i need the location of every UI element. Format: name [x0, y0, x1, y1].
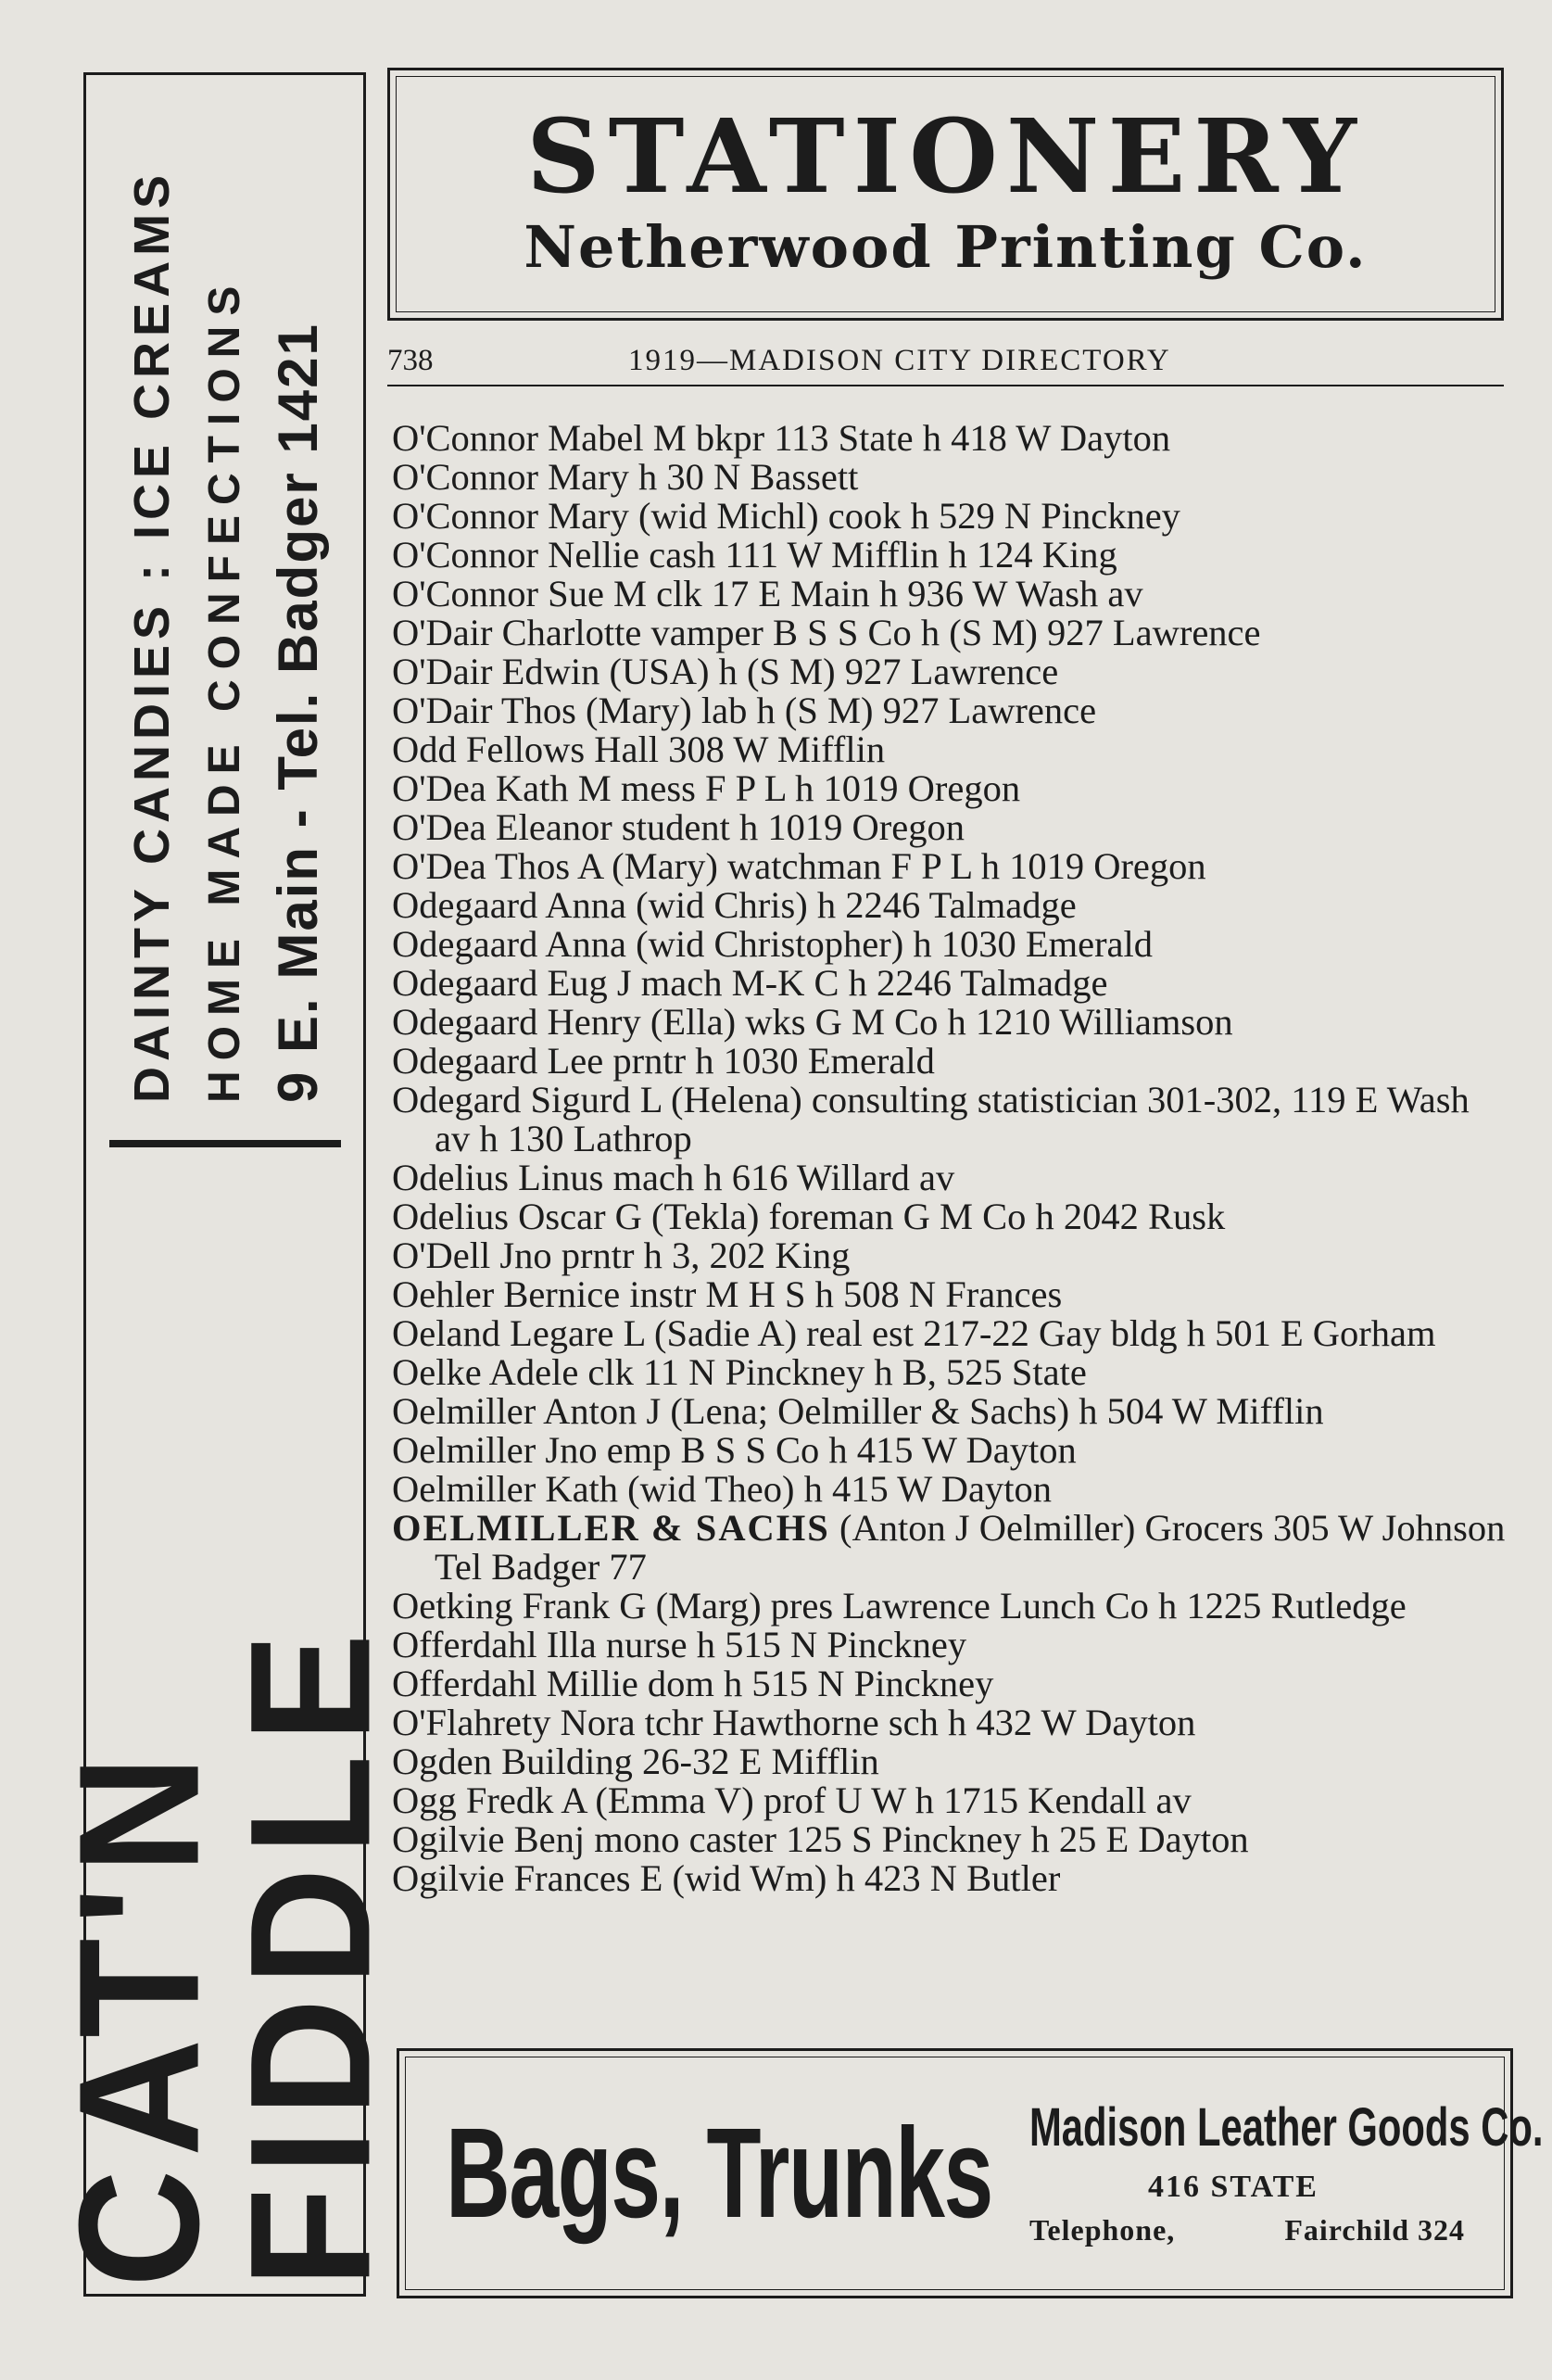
- entry-text: Ogden Building 26-32 E Mifflin: [392, 1741, 879, 1782]
- directory-entry: [392, 652, 1513, 691]
- entry-text: Odegaard Anna (wid Christopher) h 1030 Emerald: [392, 923, 1154, 965]
- entry-text: O'Connor Mary (wid Michl) cook h 529 N Pinckney: [392, 495, 1180, 537]
- page-number: 738: [387, 344, 434, 377]
- directory-entry: [392, 1275, 1513, 1314]
- entry-text: O'Dea Thos A (Mary) watchman F P L h 1019 Oregon: [392, 845, 1206, 887]
- entry-text: Offerdahl Illa nurse h 515 N Pinckney: [392, 1624, 967, 1665]
- directory-entry: [392, 1392, 1513, 1431]
- entry-text: O'Dair Charlotte vamper B S S Co h (S M) 927 Lawrence: [392, 612, 1261, 653]
- running-header: [387, 338, 1504, 386]
- entry-text: Odegaard Anna (wid Chris) h 2246 Talmadge: [392, 884, 1077, 926]
- directory-entry: [392, 614, 1513, 652]
- directory-entry: [392, 1470, 1513, 1509]
- entry-text: O'Flahrety Nora tchr Hawthorne sch h 432 W Dayton: [392, 1702, 1196, 1743]
- directory-entry: [392, 1820, 1513, 1859]
- entry-text: Odelius Linus mach h 616 Willard av: [392, 1157, 955, 1198]
- directory-entry: [392, 419, 1513, 458]
- directory-entry: [392, 1703, 1513, 1742]
- side-ad-brand: CAT'N FIDDLE: [44, 1620, 406, 2287]
- bottom-ad-tel-label: Telephone,: [1029, 2213, 1176, 2247]
- directory-entry: [392, 847, 1513, 886]
- directory-entry: [392, 1003, 1513, 1042]
- entry-text: Oelke Adele clk 11 N Pinckney h B, 525 State: [392, 1351, 1087, 1393]
- bottom-ad-company: Madison Leather Goods Co.: [1029, 2097, 1544, 2158]
- directory-entry: [392, 1353, 1513, 1392]
- entry-text: O'Dair Thos (Mary) lab h (S M) 927 Lawrence: [392, 690, 1097, 731]
- entry-text: Offerdahl Millie dom h 515 N Pinckney: [392, 1663, 994, 1704]
- entry-text: O'Dea Eleanor student h 1019 Oregon: [392, 806, 965, 848]
- entry-text: Odegard Sigurd L (Helena) consulting statistician 301-302, 119 E Wash av h 130 Lathrop: [392, 1079, 1470, 1159]
- directory-entry: [392, 1665, 1513, 1703]
- directory-listing: [392, 419, 1513, 1898]
- directory-entry: [392, 1742, 1513, 1781]
- entry-text: Ogilvie Frances E (wid Wm) h 423 N Butler: [392, 1857, 1061, 1899]
- entry-text: Oelmiller Jno emp B S S Co h 415 W Dayton: [392, 1429, 1077, 1471]
- directory-entry: [392, 536, 1513, 575]
- directory-entry: [392, 1158, 1513, 1197]
- directory-entry: [392, 1197, 1513, 1236]
- entry-text: O'Dell Jno prntr h 3, 202 King: [392, 1234, 851, 1276]
- directory-entry: [392, 1509, 1513, 1587]
- entry-text: Oelmiller Kath (wid Theo) h 415 W Dayton: [392, 1468, 1052, 1510]
- entry-text: Oehler Bernice instr M H S h 508 N Frances: [392, 1273, 1063, 1315]
- directory-entry: [392, 1781, 1513, 1820]
- top-ad-title: STATIONERY: [526, 95, 1365, 216]
- directory-entry: [392, 1042, 1513, 1081]
- entry-text: (Anton J Oelmiller) Grocers 305 W Johnson Tel Badger 77: [435, 1507, 1506, 1588]
- entry-text: O'Connor Mary h 30 N Bassett: [392, 456, 859, 498]
- side-ad-line-3: 9 E. Main - Tel. Badger 1421: [266, 323, 329, 1103]
- entry-text: Odd Fellows Hall 308 W Mifflin: [392, 728, 886, 770]
- directory-entry: [392, 808, 1513, 847]
- directory-entry: [392, 1081, 1513, 1158]
- side-ad-divider: [109, 1140, 341, 1147]
- entry-text: O'Connor Nellie cash 111 W Mifflin h 124 King: [392, 534, 1117, 576]
- entry-text: Odelius Oscar G (Tekla) foreman G M Co h 2042 Rusk: [392, 1196, 1226, 1237]
- top-ad-subtitle: Netherwood Printing Co.: [524, 212, 1368, 281]
- entry-text: O'Dea Kath M mess F P L h 1019 Oregon: [392, 767, 1021, 809]
- entry-text: Oelmiller Anton J (Lena; Oelmiller & Sachs) h 504 W Mifflin: [392, 1390, 1324, 1432]
- bottom-ad-headline: Bags, Trunks: [446, 2102, 992, 2245]
- directory-entry: [392, 964, 1513, 1003]
- directory-entry: [392, 769, 1513, 808]
- bottom-ad-tel-number: Fairchild 324: [1284, 2213, 1465, 2247]
- entry-text: Odegaard Henry (Ella) wks G M Co h 1210 Williamson: [392, 1001, 1233, 1043]
- side-advertisement: [44, 72, 406, 2297]
- bottom-ad-address: 416 STATE: [1148, 2170, 1319, 2204]
- directory-entry: [392, 925, 1513, 964]
- entry-text: Oeland Legare L (Sadie A) real est 217-22 Gay bldg h 501 E Gorham: [392, 1312, 1436, 1354]
- bottom-ad-telephone: [1029, 2209, 1465, 2251]
- bottom-advertisement: [397, 2048, 1544, 2298]
- top-advertisement: [387, 68, 1504, 321]
- entry-text: O'Connor Sue M clk 17 E Main h 936 W Wash av: [392, 573, 1143, 614]
- entry-text: Ogilvie Benj mono caster 125 S Pinckney h 25 E Dayton: [392, 1818, 1249, 1860]
- side-ad-lines: [91, 82, 360, 1131]
- directory-entry: [392, 497, 1513, 536]
- directory-entry: [392, 1587, 1513, 1626]
- side-ad-line-1: DAINTY CANDIES : ICE CREAMS: [123, 169, 180, 1103]
- entry-text: Odegaard Eug J mach M-K C h 2246 Talmadge: [392, 962, 1108, 1004]
- directory-entry: [392, 1626, 1513, 1665]
- top-ad-inner-border: [396, 76, 1495, 312]
- page-title: 1919—MADISON CITY DIRECTORY: [628, 344, 1171, 377]
- entry-text: Ogg Fredk A (Emma V) prof U W h 1715 Kendall av: [392, 1779, 1192, 1821]
- directory-entry: [392, 1859, 1513, 1898]
- directory-entry: [392, 1314, 1513, 1353]
- entry-text: Odegaard Lee prntr h 1030 Emerald: [392, 1040, 935, 1082]
- side-ad-rotated: [44, 82, 406, 2287]
- directory-entry: [392, 886, 1513, 925]
- side-ad-line-2: HOME MADE CONFECTIONS: [199, 275, 249, 1103]
- directory-entry: [392, 730, 1513, 769]
- entry-text: O'Connor Mabel M bkpr 113 State h 418 W Dayton: [392, 417, 1171, 459]
- directory-entry: [392, 575, 1513, 614]
- directory-entry: [392, 691, 1513, 730]
- directory-entry: [392, 1431, 1513, 1470]
- directory-entry: [392, 458, 1513, 497]
- directory-entry: [392, 1236, 1513, 1275]
- bottom-ad-details: [1029, 2095, 1544, 2251]
- entry-text: Oetking Frank G (Marg) pres Lawrence Lunch Co h 1225 Rutledge: [392, 1585, 1407, 1627]
- entry-business-name: OELMILLER & SACHS: [392, 1507, 830, 1549]
- entry-text: O'Dair Edwin (USA) h (S M) 927 Lawrence: [392, 651, 1059, 692]
